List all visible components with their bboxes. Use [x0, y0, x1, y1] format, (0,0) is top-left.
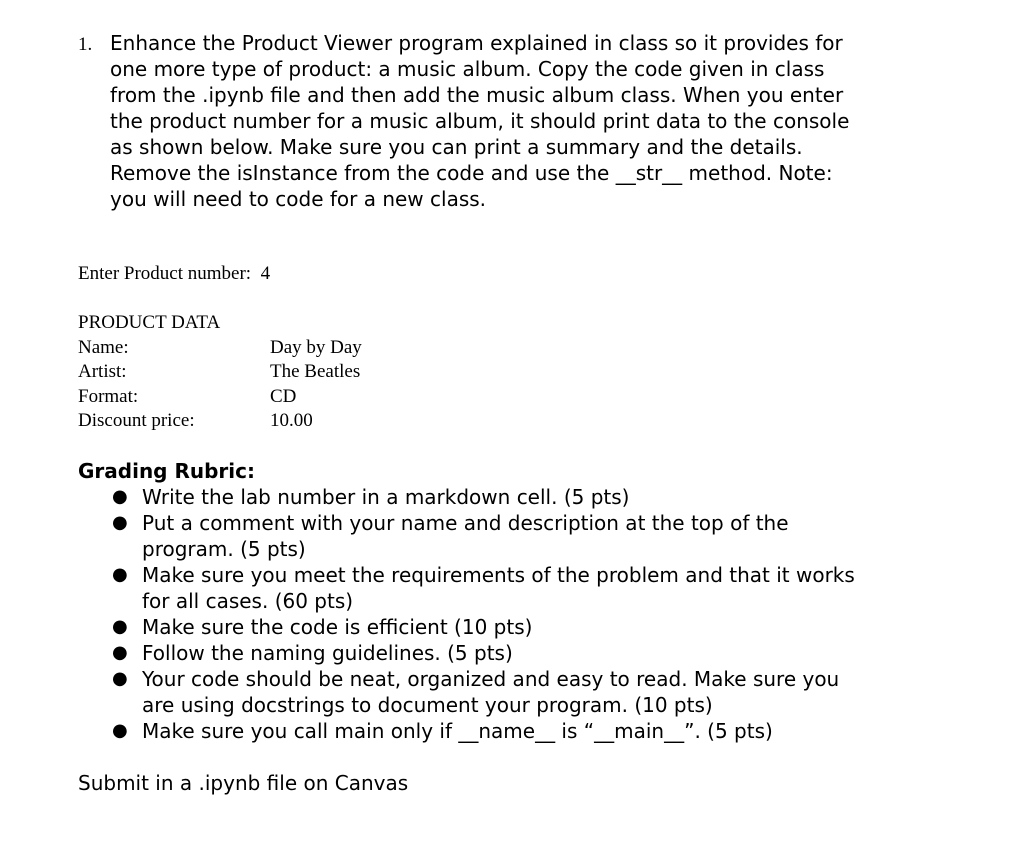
rubric-list — [78, 484, 958, 744]
bullet-icon: ● — [112, 668, 128, 689]
product-value: The Beatles — [270, 361, 361, 382]
rubric-item — [78, 562, 958, 614]
question-line: the product number for a music album, it should print data to the console — [110, 109, 850, 133]
question-1 — [78, 30, 938, 212]
product-row-discount-price — [78, 409, 362, 434]
rubric-item — [78, 484, 958, 510]
product-label: Name: — [78, 336, 129, 358]
product-label: Artist: — [78, 361, 127, 382]
console-prompt — [78, 262, 270, 287]
product-row-name — [78, 336, 362, 361]
product-value: Day by Day — [270, 336, 362, 358]
question-number: 1. — [78, 34, 93, 55]
question-line: Remove the isInstance from the code and use the __str__ method. Note: — [110, 161, 833, 185]
bullet-icon: ● — [112, 616, 128, 637]
rubric-line: Your code should be neat, organized and easy to read. Make sure you — [142, 667, 840, 691]
product-data-title: PRODUCT DATA — [78, 312, 221, 333]
rubric-line: Make sure the code is efficient (10 pts) — [142, 615, 533, 639]
rubric-line: Make sure you meet the requirements of the problem and that it works — [142, 563, 855, 587]
rubric-line: Put a comment with your name and description at the top of the — [142, 511, 789, 535]
question-line: one more type of product: a music album. Copy the code given in class — [110, 57, 825, 81]
bullet-icon: ● — [112, 512, 128, 533]
question-line: from the .ipynb file and then add the music album class. When you enter — [110, 83, 844, 107]
bullet-icon: ● — [112, 486, 128, 507]
prompt-value: 4 — [260, 263, 271, 284]
bullet-icon: ● — [112, 564, 128, 585]
product-data-block — [78, 311, 362, 434]
rubric-line: for all cases. (60 pts) — [142, 589, 354, 613]
product-value: CD — [270, 385, 297, 407]
product-value: 10.00 — [270, 410, 313, 431]
bullet-icon: ● — [112, 642, 128, 663]
product-row-format — [78, 385, 362, 410]
rubric-item — [78, 510, 958, 562]
bullet-icon: ● — [112, 720, 128, 741]
rubric-title: Grading Rubric: — [78, 459, 255, 483]
rubric-item — [78, 640, 958, 666]
rubric-line: Write the lab number in a markdown cell. (5 pts) — [142, 485, 630, 509]
product-row-artist — [78, 360, 362, 385]
rubric-item — [78, 718, 958, 744]
rubric-line: are using docstrings to document your program. (10 pts) — [142, 693, 713, 717]
question-line: as shown below. Make sure you can print a summary and the details. — [110, 135, 803, 159]
rubric-line: Follow the naming guidelines. (5 pts) — [142, 641, 513, 665]
question-line: Enhance the Product Viewer program explained in class so it provides for — [110, 31, 843, 55]
question-line: you will need to code for a new class. — [110, 187, 487, 211]
rubric-item — [78, 614, 958, 640]
rubric-line: program. (5 pts) — [142, 537, 306, 561]
submit-instructions: Submit in a .ipynb file on Canvas — [78, 771, 409, 795]
rubric-line: Make sure you call main only if __name__ is “__main__”. (5 pts) — [142, 719, 773, 743]
prompt-label: Enter Product number: — [78, 263, 252, 284]
product-label: Discount price: — [78, 410, 195, 431]
product-label: Format: — [78, 385, 139, 407]
rubric-item — [78, 666, 958, 718]
